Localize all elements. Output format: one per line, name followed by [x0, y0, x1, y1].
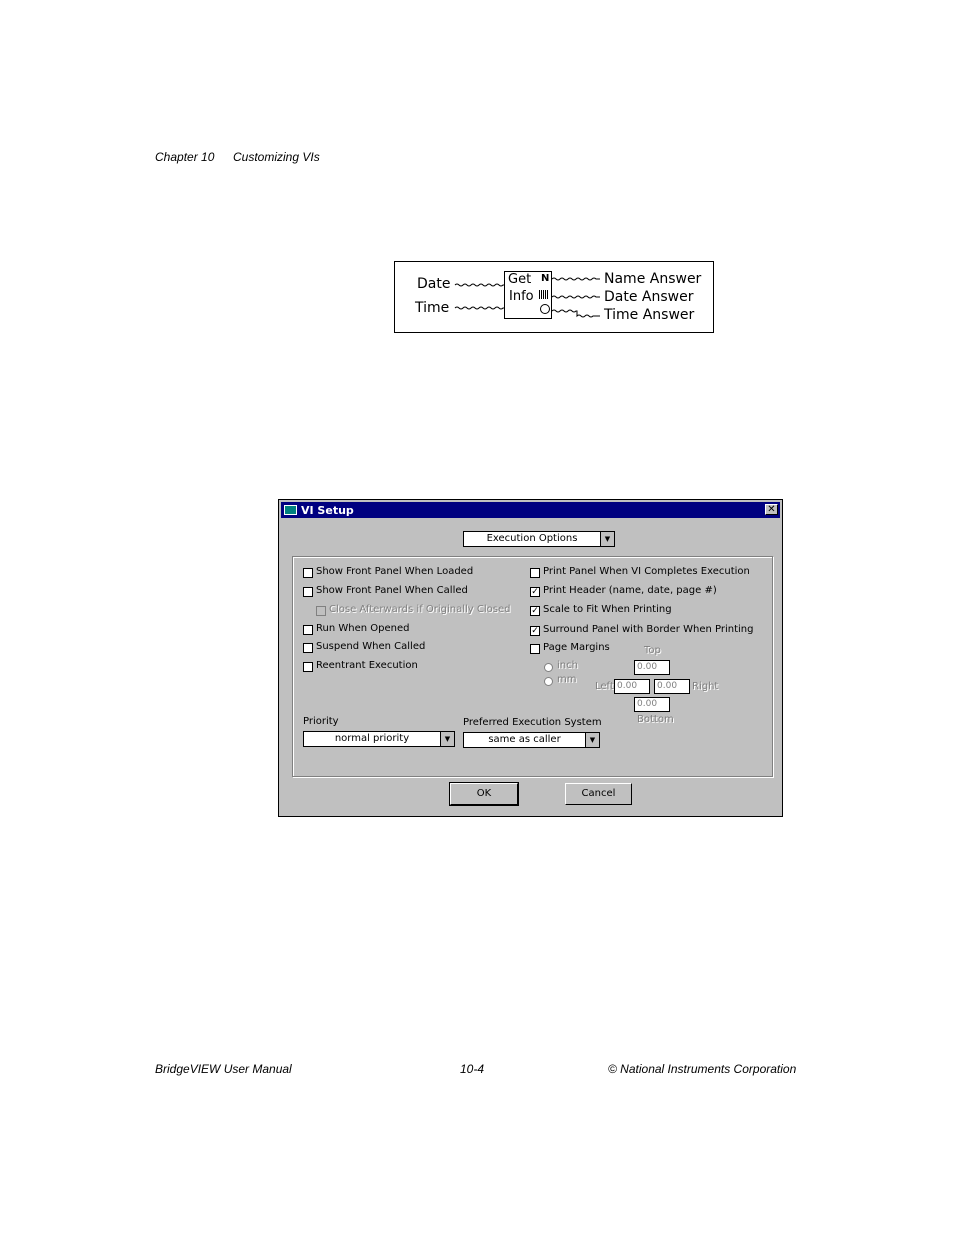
checkbox-label: Close Afterwards if Originally Closed — [329, 604, 511, 615]
output-time-label: Time Answer — [604, 307, 695, 323]
get-info-node — [504, 271, 552, 319]
margin-top-field: 0.00 — [634, 660, 670, 675]
chevron-down-icon[interactable]: ▼ — [585, 733, 599, 747]
checkbox-label: Reentrant Execution — [316, 660, 418, 671]
ok-button[interactable]: OK — [450, 783, 518, 805]
checkbox-label: Print Header (name, date, page #) — [543, 585, 717, 596]
exec-system-select[interactable] — [463, 732, 600, 748]
checkbox-label: Show Front Panel When Loaded — [316, 566, 474, 577]
dialog-title: VI Setup — [301, 504, 354, 517]
date-terminal-icon — [539, 290, 549, 299]
margin-left-field: 0.00 — [614, 679, 650, 694]
margin-right-label: Right — [692, 681, 719, 692]
checkbox-box[interactable] — [303, 625, 313, 635]
priority-label: Priority — [303, 716, 339, 727]
footer-page-number: 10-4 — [460, 1062, 485, 1076]
check-icon[interactable]: ✓ — [531, 587, 539, 597]
connector-figure — [394, 261, 714, 333]
margin-bottom-label: Bottom — [637, 714, 674, 725]
checkbox-box[interactable] — [303, 587, 313, 597]
chapter-label: Chapter 10 — [155, 150, 215, 164]
chevron-down-icon[interactable]: ▼ — [600, 532, 614, 546]
section-label: Customizing VIs — [233, 150, 320, 164]
unit-inch-label: inch — [557, 660, 578, 671]
checkbox-box[interactable] — [303, 662, 313, 672]
input-time-label: Time — [415, 300, 450, 316]
checkbox-label: Show Front Panel When Called — [316, 585, 468, 596]
mode-select[interactable] — [463, 531, 615, 547]
unit-mm-label: mm — [557, 674, 577, 685]
checkbox-label: Page Margins — [543, 642, 610, 653]
checkbox-box — [316, 606, 326, 616]
margin-top-label: Top — [644, 645, 661, 656]
exec-system-label: Preferred Execution System — [463, 717, 602, 728]
checkbox-label: Suspend When Called — [316, 641, 426, 652]
name-terminal-icon: N — [541, 273, 550, 284]
time-terminal-icon — [540, 304, 550, 314]
check-icon[interactable]: ✓ — [531, 626, 539, 636]
priority-select-value: normal priority — [334, 733, 410, 744]
node-label-top: Get — [508, 272, 532, 287]
output-date-label: Date Answer — [604, 289, 694, 305]
checkbox-box[interactable] — [303, 568, 313, 578]
priority-select[interactable] — [303, 731, 455, 747]
check-icon[interactable]: ✓ — [531, 606, 539, 616]
mode-select-value: Execution Options — [486, 533, 578, 544]
checkbox-label: Run When Opened — [316, 623, 410, 634]
node-label-bottom: Info — [509, 289, 534, 304]
vi-setup-dialog — [278, 499, 783, 817]
checkbox-box[interactable] — [303, 643, 313, 653]
checkbox-box[interactable] — [530, 644, 540, 654]
radio-inch — [544, 663, 553, 672]
exec-system-select-value: same as caller — [488, 734, 561, 745]
footer-manual: BridgeVIEW User Manual — [155, 1062, 292, 1076]
checkbox-box[interactable] — [530, 568, 540, 578]
checkbox-label: Surround Panel with Border When Printing — [543, 624, 754, 635]
close-icon[interactable]: ✕ — [765, 504, 778, 515]
chevron-down-icon[interactable]: ▼ — [440, 732, 454, 746]
footer-copyright: © National Instruments Corporation — [608, 1062, 797, 1076]
vi-icon — [284, 505, 297, 515]
cancel-button[interactable]: Cancel — [565, 783, 632, 805]
margin-left-label: Left — [595, 681, 614, 692]
checkbox-label: Scale to Fit When Printing — [543, 604, 672, 615]
input-date-label: Date — [417, 276, 451, 292]
checkbox-label: Print Panel When VI Completes Execution — [543, 566, 750, 577]
margin-bottom-field: 0.00 — [634, 697, 670, 712]
output-name-label: Name Answer — [604, 271, 702, 287]
margin-right-field: 0.00 — [654, 679, 690, 694]
radio-mm — [544, 677, 553, 686]
dialog-titlebar[interactable] — [281, 502, 780, 518]
